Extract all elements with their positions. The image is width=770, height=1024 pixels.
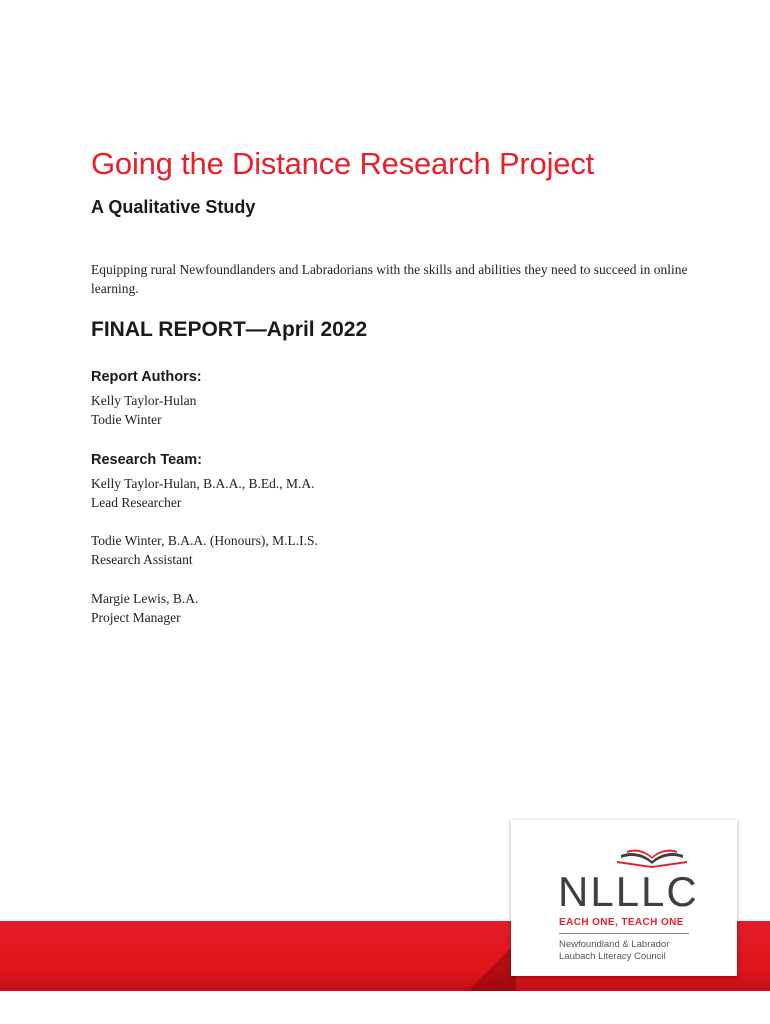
authors-heading: Report Authors:	[91, 369, 202, 385]
logo-name-line2: Laubach Literacy Council	[559, 950, 666, 962]
logo-motto: EACH ONE, TEACH ONE	[559, 917, 684, 928]
logo-wordmark: NLLLC	[558, 868, 699, 915]
research-team-heading: Research Team:	[91, 452, 202, 468]
team-member-role: Lead Researcher	[91, 495, 182, 510]
author-name: Kelly Taylor-Hulan	[91, 393, 197, 408]
author-name: Todie Winter	[91, 412, 162, 427]
logo-name-line1: Newfoundland & Labrador	[559, 939, 670, 950]
final-report-heading: FINAL REPORT—April 2022	[91, 318, 368, 341]
report-title: Going the Distance Research Project	[91, 146, 595, 181]
team-member-name: Kelly Taylor-Hulan, B.A.A., B.Ed., M.A.	[91, 476, 315, 491]
nlllc-logo	[511, 820, 737, 976]
footer-band-shadow	[471, 940, 516, 991]
team-member-name: Todie Winter, B.A.A. (Honours), M.L.I.S.	[91, 533, 318, 548]
report-subtitle: A Qualitative Study	[91, 197, 256, 217]
report-tagline: Equipping rural Newfoundlanders and Labradorians with the skills and abilities they need to succeed in online learning.	[91, 262, 688, 296]
team-member-role: Project Manager	[91, 610, 181, 625]
logo-divider	[559, 933, 689, 934]
logo-organization-name	[559, 939, 669, 962]
team-member-role: Research Assistant	[91, 552, 193, 567]
team-member-name: Margie Lewis, B.A.	[91, 591, 199, 606]
open-book-icon	[615, 847, 689, 869]
